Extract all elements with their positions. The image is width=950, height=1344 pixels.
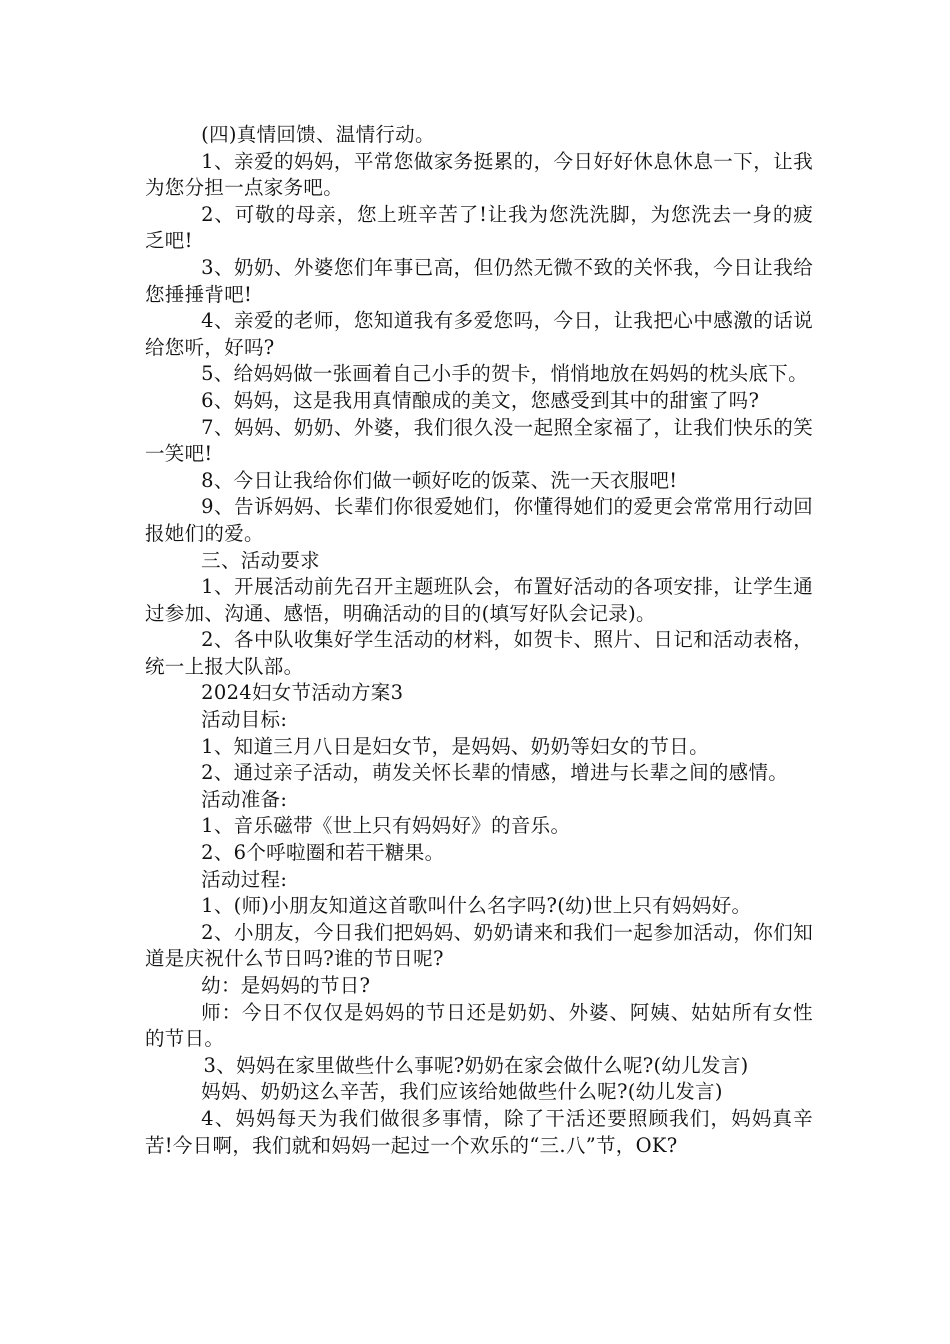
section-heading-goals: 活动目标: bbox=[201, 708, 288, 732]
preparation-item-1: 1、音乐磁带《世上只有妈妈好》的音乐。 bbox=[201, 814, 571, 838]
section-heading-preparation: 活动准备: bbox=[201, 787, 288, 811]
dialogue-teacher: 师：今日不仅仅是妈妈的节日还是奶奶、外婆、阿姨、姑姑所有女性的节日。 bbox=[145, 1000, 813, 1051]
paragraph-item-1: 1、亲爱的妈妈，平常您做家务挺累的，今日好好休息休息一下，让我为您分担一点家务吧。 bbox=[145, 149, 813, 200]
process-item-1: 1、(师)小朋友知道这首歌叫什么名字吗?(幼)世上只有妈妈好。 bbox=[201, 894, 752, 918]
process-question: 妈妈、奶奶这么辛苦，我们应该给她做些什么呢?(幼儿发言) bbox=[201, 1080, 723, 1104]
goal-item-1: 1、知道三月八日是妇女节，是妈妈、奶奶等妇女的节日。 bbox=[201, 734, 709, 758]
goal-item-2: 2、通过亲子活动，萌发关怀长辈的情感，增进与长辈之间的感情。 bbox=[201, 761, 789, 785]
preparation-item-2: 2、6个呼啦圈和若干糖果。 bbox=[201, 841, 445, 865]
process-item-3: 3、妈妈在家里做些什么事呢?奶奶在家会做什么呢?(幼儿发言) bbox=[203, 1053, 749, 1077]
paragraph-item-4: 4、亲爱的老师，您知道我有多爱您吗，今日，让我把心中感激的话说给您听，好吗? bbox=[145, 309, 813, 359]
requirement-item-2: 2、各中队收集好学生活动的材料，如贺卡、照片、日记和活动表格，统一上报大队部。 bbox=[145, 628, 813, 678]
dialogue-child: 幼：是妈妈的节日? bbox=[201, 974, 371, 997]
paragraph-item-9: 9、告诉妈妈、长辈们你很爱她们，你懂得她们的爱更会常常用行动回报她们的爱。 bbox=[145, 495, 813, 545]
process-item-2: 2、小朋友，今日我们把妈妈、奶奶请来和我们一起参加活动，你们知道是庆祝什么节日吗?谁的节日呢? bbox=[145, 920, 813, 971]
requirement-item-1: 1、开展活动前先召开主题班队会，布置好活动的各项安排，让学生通过参加、沟通、感悟，明确活动的目的(填写好队会记录)。 bbox=[145, 575, 813, 625]
plan-title: 2024妇女节活动方案3 bbox=[201, 681, 404, 705]
section-heading-process: 活动过程: bbox=[201, 867, 288, 891]
paragraph-item-7: 7、妈妈、奶奶、外婆，我们很久没一起照全家福了，让我们快乐的笑一笑吧! bbox=[145, 415, 813, 466]
paragraph-item-8: 8、今日让我给你们做一顿好吃的饭菜、洗一天衣服吧! bbox=[201, 468, 678, 492]
paragraph-item-3: 3、奶奶、外婆您们年事已高，但仍然无微不致的关怀我，今日让我给您捶捶背吧! bbox=[145, 255, 813, 306]
paragraph-item-2: 2、可敬的母亲，您上班辛苦了!让我为您洗洗脚，为您洗去一身的疲乏吧! bbox=[145, 202, 813, 253]
document-body bbox=[145, 122, 813, 1159]
section-heading-requirements: 三、活动要求 bbox=[201, 548, 320, 572]
section-heading-feedback: (四)真情回馈、温情行动。 bbox=[201, 123, 435, 146]
paragraph-item-5: 5、给妈妈做一张画着自己小手的贺卡，悄悄地放在妈妈的枕头底下。 bbox=[201, 362, 808, 386]
paragraph-item-6: 6、妈妈，这是我用真情酿成的美文，您感受到其中的甜蜜了吗? bbox=[201, 388, 760, 412]
process-item-4: 4、妈妈每天为我们做很多事情，除了干活还要照顾我们，妈妈真辛苦!今日啊，我们就和妈妈一起过一个欢乐的“三.八”节，OK? bbox=[145, 1106, 813, 1157]
